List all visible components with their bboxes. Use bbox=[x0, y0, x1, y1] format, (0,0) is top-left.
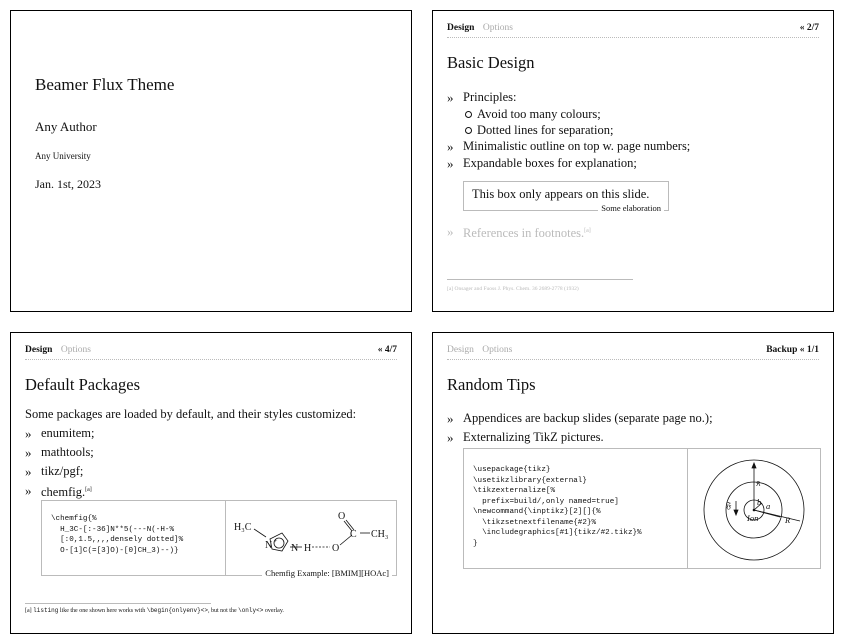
slide-random-tips bbox=[432, 332, 834, 634]
author: Any Author bbox=[35, 119, 97, 134]
dimmed-item: » References in footnotes.[a] bbox=[447, 224, 591, 241]
box-caption: Some elaboration bbox=[598, 203, 664, 213]
date: Jan. 1st, 2023 bbox=[35, 177, 101, 191]
item-list bbox=[447, 89, 690, 172]
sub-item: Dotted lines for separation; bbox=[447, 122, 690, 138]
code-block: \chemfig{% H_3C-[:-36]N**5(---N(-H-% [:0,1.5,,,,densely dotted]% O-[1]C(=[3]O)-[0]CH_3)--)} bbox=[51, 515, 184, 555]
slide-basic-design bbox=[432, 10, 834, 312]
nitrogen-label: N bbox=[265, 540, 273, 551]
list-item: » Appendices are backup slides (separate page no.); bbox=[447, 411, 713, 426]
code-block: \usepackage{tikz} \usetikzlibrary{external} \tikzexternalize[% prefix=build/,only named=true] \newcommand{\inptikz}[2][]{% \tikzsetnextfilename{#2}% \includegraphics[#1]{tikz/#2.tikz}% } bbox=[473, 466, 642, 548]
page-number: « 2/7 bbox=[799, 23, 819, 33]
list-item: » Expandable boxes for explanation; bbox=[447, 156, 637, 171]
slide-default-packages bbox=[10, 332, 412, 634]
list-item: » Externalizing TikZ pictures. bbox=[447, 430, 604, 445]
list-item: » Minimalistic outline on top w. page numbers; bbox=[447, 139, 691, 154]
header-subsection[interactable]: Options bbox=[482, 23, 513, 33]
code-example-box bbox=[41, 500, 397, 576]
header-subsection[interactable]: Options bbox=[60, 345, 91, 355]
double-chevron-icon: » bbox=[447, 411, 454, 426]
sub-item: Avoid too many colours; bbox=[447, 106, 690, 122]
slide-header bbox=[25, 345, 397, 360]
box-text: This box only appears on this slide. bbox=[472, 187, 650, 201]
footnote: [a] Onsager and Fuoss J. Phys. Chem. 36 2689-2778 (1932) bbox=[447, 286, 579, 292]
double-chevron-icon: » bbox=[447, 430, 454, 445]
tikz-example-box bbox=[463, 448, 821, 569]
frame-title: Random Tips bbox=[447, 375, 536, 394]
b-label: b bbox=[757, 497, 762, 507]
ch3-label: CH₃ bbox=[371, 529, 389, 540]
header-section[interactable]: Design bbox=[447, 23, 475, 33]
header-section[interactable]: Design bbox=[447, 345, 474, 355]
list-item: » mathtools; bbox=[25, 445, 94, 460]
page-number: Backup « 1/1 bbox=[766, 345, 819, 355]
ion-label: Ion bbox=[747, 513, 759, 523]
k-label: 𝔎 bbox=[756, 480, 761, 488]
footnote-rule bbox=[447, 279, 633, 280]
list-item: » enumitem; bbox=[25, 426, 95, 441]
slide-header bbox=[447, 23, 819, 38]
explanation-box bbox=[463, 181, 669, 211]
list-item: » chemfig.[a] bbox=[25, 483, 92, 500]
h3c-label: H₃C bbox=[234, 522, 252, 533]
double-chevron-icon: » bbox=[25, 464, 32, 479]
oxygen-label: O bbox=[338, 511, 346, 522]
header-section[interactable]: Design bbox=[25, 345, 53, 355]
oxygen-label: O bbox=[332, 543, 340, 554]
hydrogen-label: H bbox=[304, 543, 312, 554]
intro-text: Some packages are loaded by default, and their styles customized: bbox=[25, 407, 357, 421]
chemfig-molecule bbox=[232, 503, 392, 567]
double-chevron-icon: » bbox=[447, 156, 454, 171]
double-chevron-icon: » bbox=[447, 90, 454, 105]
a-label: a bbox=[766, 501, 771, 511]
presentation-title: Beamer Flux Theme bbox=[35, 75, 175, 94]
double-chevron-icon: » bbox=[25, 426, 32, 441]
f-label: 𝔉 bbox=[726, 500, 732, 510]
header-subsection[interactable]: Options bbox=[482, 345, 513, 355]
list-item: » tikz/pgf; bbox=[25, 464, 84, 479]
box-divider bbox=[687, 449, 688, 568]
list-item: » Principles: bbox=[447, 90, 517, 105]
slide-header bbox=[447, 345, 819, 360]
carbon-label: C bbox=[350, 529, 357, 540]
title-slide bbox=[10, 10, 412, 312]
page-number: « 4/7 bbox=[377, 345, 397, 355]
double-chevron-icon: » bbox=[447, 224, 454, 239]
footnote-rule bbox=[25, 603, 211, 604]
plus-label: + bbox=[274, 539, 278, 545]
circle-bullet-icon bbox=[465, 127, 472, 134]
frame-title: Default Packages bbox=[25, 375, 140, 394]
circle-bullet-icon bbox=[465, 111, 472, 118]
item-list bbox=[25, 424, 94, 500]
frame-title: Basic Design bbox=[447, 53, 535, 72]
item-list bbox=[447, 409, 713, 447]
footnote: [a] listing like the one shown here works with \begin{onlyenv}<>, but not the \only<> overlay. bbox=[25, 607, 284, 614]
double-chevron-icon: » bbox=[25, 483, 32, 498]
institute: Any University bbox=[35, 151, 91, 161]
r-label: R bbox=[785, 515, 791, 525]
double-chevron-icon: » bbox=[447, 139, 454, 154]
ion-diagram bbox=[696, 453, 814, 565]
box-divider bbox=[225, 501, 226, 575]
box-caption: Chemfig Example: [BMIM][HOAc] bbox=[262, 568, 392, 578]
double-chevron-icon: » bbox=[25, 445, 32, 460]
nitrogen-label: N bbox=[291, 543, 299, 554]
